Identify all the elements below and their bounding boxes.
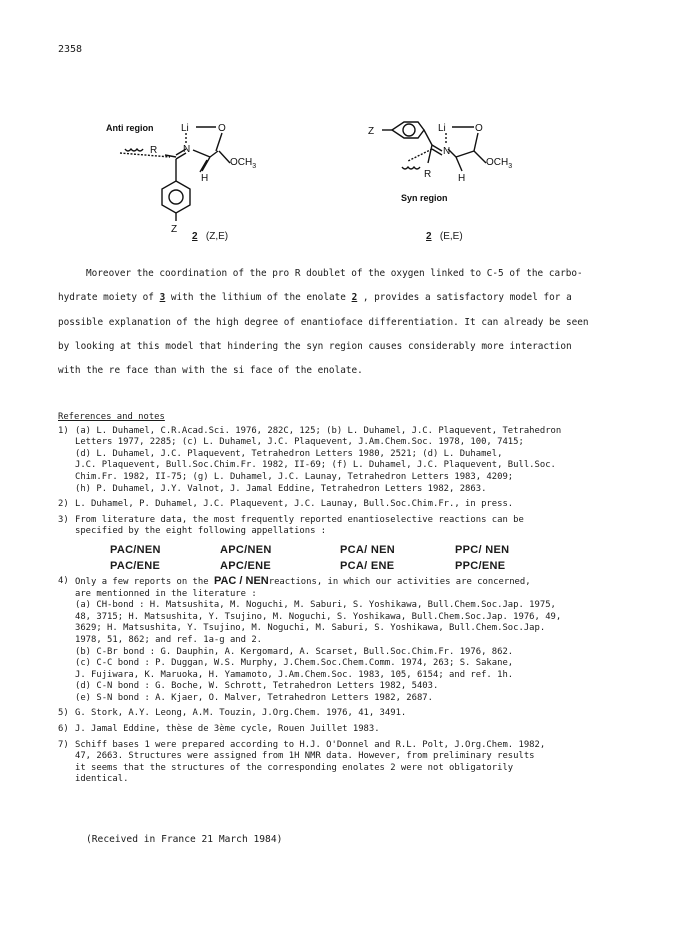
anti-compound-label: 2 (Z,E) (192, 231, 229, 242)
appellations-grid: PAC/NEN APC/NEN PCA/ NEN PPC/ NEN PAC/ENE APC/ENE PCA/ ENE PPC/ENE (110, 543, 510, 572)
o-atom-right: O (475, 123, 483, 134)
reference-1: 1) (a) L. Duhamel, C.R.Acad.Sci. 1976, 282C, 125; (b) L. Duhamel, J.C. Plaquevent, Tetrahedron Letters 1977, 2285; (c) L. Duhamel, J.C. Plaquevent, J.Am.Chem.Soc. 1978, 100, 7415; (d) L. Duhamel, J.C. Plaquevent, Tetrahedron Letters 1980, 2521; (d) L. Duhamel, J.C. Plaquevent, Bull.Soc.Chim.Fr. 1982, II-69; (f) L. Duhamel, J.C. Plaquevent, Bull.Soc. Chim.Fr. 1982, II-75; (g) L. Duhamel, J.C. Launay, Tetrahedron Letters 1983, 4209; (h) P. Duhamel, J.Y. Valnot, J. Jamal Eddine, Tetrahedron Letters 1982, 2863. (58, 425, 562, 494)
reference-7: 7) Schiff bases 1 were prepared according to H.J. O'Donnel and R.L. Polt, J.Org.Chem. 1982, 47, 2663. Structures were assigned from 1H NMR data. However, from preliminary results it seems that the structures of the corresponding enolates 2 were not obligatorily identical. (58, 739, 546, 785)
anti-region-label: Anti region (106, 123, 154, 133)
reference-4: 4) Only a few reports on the PAC / NENreactions, in which our activities are concerned, are mentionned in the literature : (a) CH-bond : H. Matsushita, M. Noguchi, M. Saburi, S. Yoshikawa, Bull.Chem.Soc.Jap. 1975, 48, 3715; H. Matsushita, Y. Tsujino, M. Noguchi, S. Yoshikawa, Bull.Chem.Soc.Jap. 1976, 49, 3629; H. Matsushita, Y. Tsujino, M. Noguchi, M. Saburi, S. Yoshikawa, Bull.Chem.Soc.Jap. 1978, 51, 862; and ref. 1a-g and 2. (b) C-Br bond : G. Dauphin, A. Kergomard, A. Scarset, Bull.Soc.Chim.Fr. 1976, 862. (c) C-C bond : P. Duggan, W.S. Murphy, J.Chem.Soc.Chem.Comm. 1974, 263; S. Sakane, J. Fujiwara, K. Maruoka, H. Yamamoto, J.Am.Chem.Soc. 1983, 105, 6154; and ref. 1h. (d) C-N bond : G. Boche, W. Schrott, Tetrahedron Letters 1982, 5403. (e) S-N bond : A. Kjaer, O. Malver, Tetrahedron Letters 1982, 2687. (58, 574, 562, 703)
li-atom: Li (181, 123, 189, 134)
syn-region-label: Syn region (401, 193, 448, 203)
n-atom-right: N (443, 146, 451, 157)
reference-6: 6) J. Jamal Eddine, thèse de 3ème cycle, Rouen Juillet 1983. (58, 724, 380, 735)
methoxy-group: $OCH_3$ (230, 157, 257, 170)
n-atom: N (183, 144, 191, 155)
z-substituent: Z (171, 224, 178, 235)
li-atom-right: Li (438, 123, 446, 134)
syn-compound-label: 2 (E,E) (426, 231, 463, 242)
body-paragraph: Moreover the coordination of the pro R doublet of the oxygen linked to C-5 of the carbo- hydrate moiety of 3 with the lithium of the enolate 2 , provides a satisfactory model for a possible explanation of the high degree of enantioface differentiation. It can already be seen by looking at this model that hindering the syn region causes considerably more interaction with the re face than with the si face of the enolate. (58, 268, 589, 377)
page-number: 2358 (58, 44, 83, 55)
r-group-right: R (424, 169, 432, 180)
methoxy-group-right: $OCH_3$ (486, 157, 513, 170)
o-atom: O (218, 123, 226, 134)
references-title: References and notes (58, 412, 165, 422)
syn-structure (382, 122, 486, 171)
reference-3: 3) From literature data, the most frequently reported enantioselective reactions can be specified by the eight following appellations : (58, 514, 524, 537)
r-group: R (150, 145, 158, 156)
anti-structure (120, 127, 230, 221)
references-section (58, 412, 628, 790)
h-atom-right: H (458, 173, 466, 184)
z-substituent-right: Z (368, 126, 375, 137)
enolate-structures-figure (0, 105, 680, 255)
h-atom: H (201, 173, 209, 184)
reference-2: 2) L. Duhamel, P. Duhamel, J.C. Plaquevent, J.C. Launay, Bull.Soc.Chim.Fr., in press. (58, 499, 514, 510)
received-date: (Received in France 21 March 1984) (86, 834, 283, 845)
reference-5: 5) G. Stork, A.Y. Leong, A.M. Touzin, J.Org.Chem. 1976, 41, 3491. (58, 708, 407, 719)
